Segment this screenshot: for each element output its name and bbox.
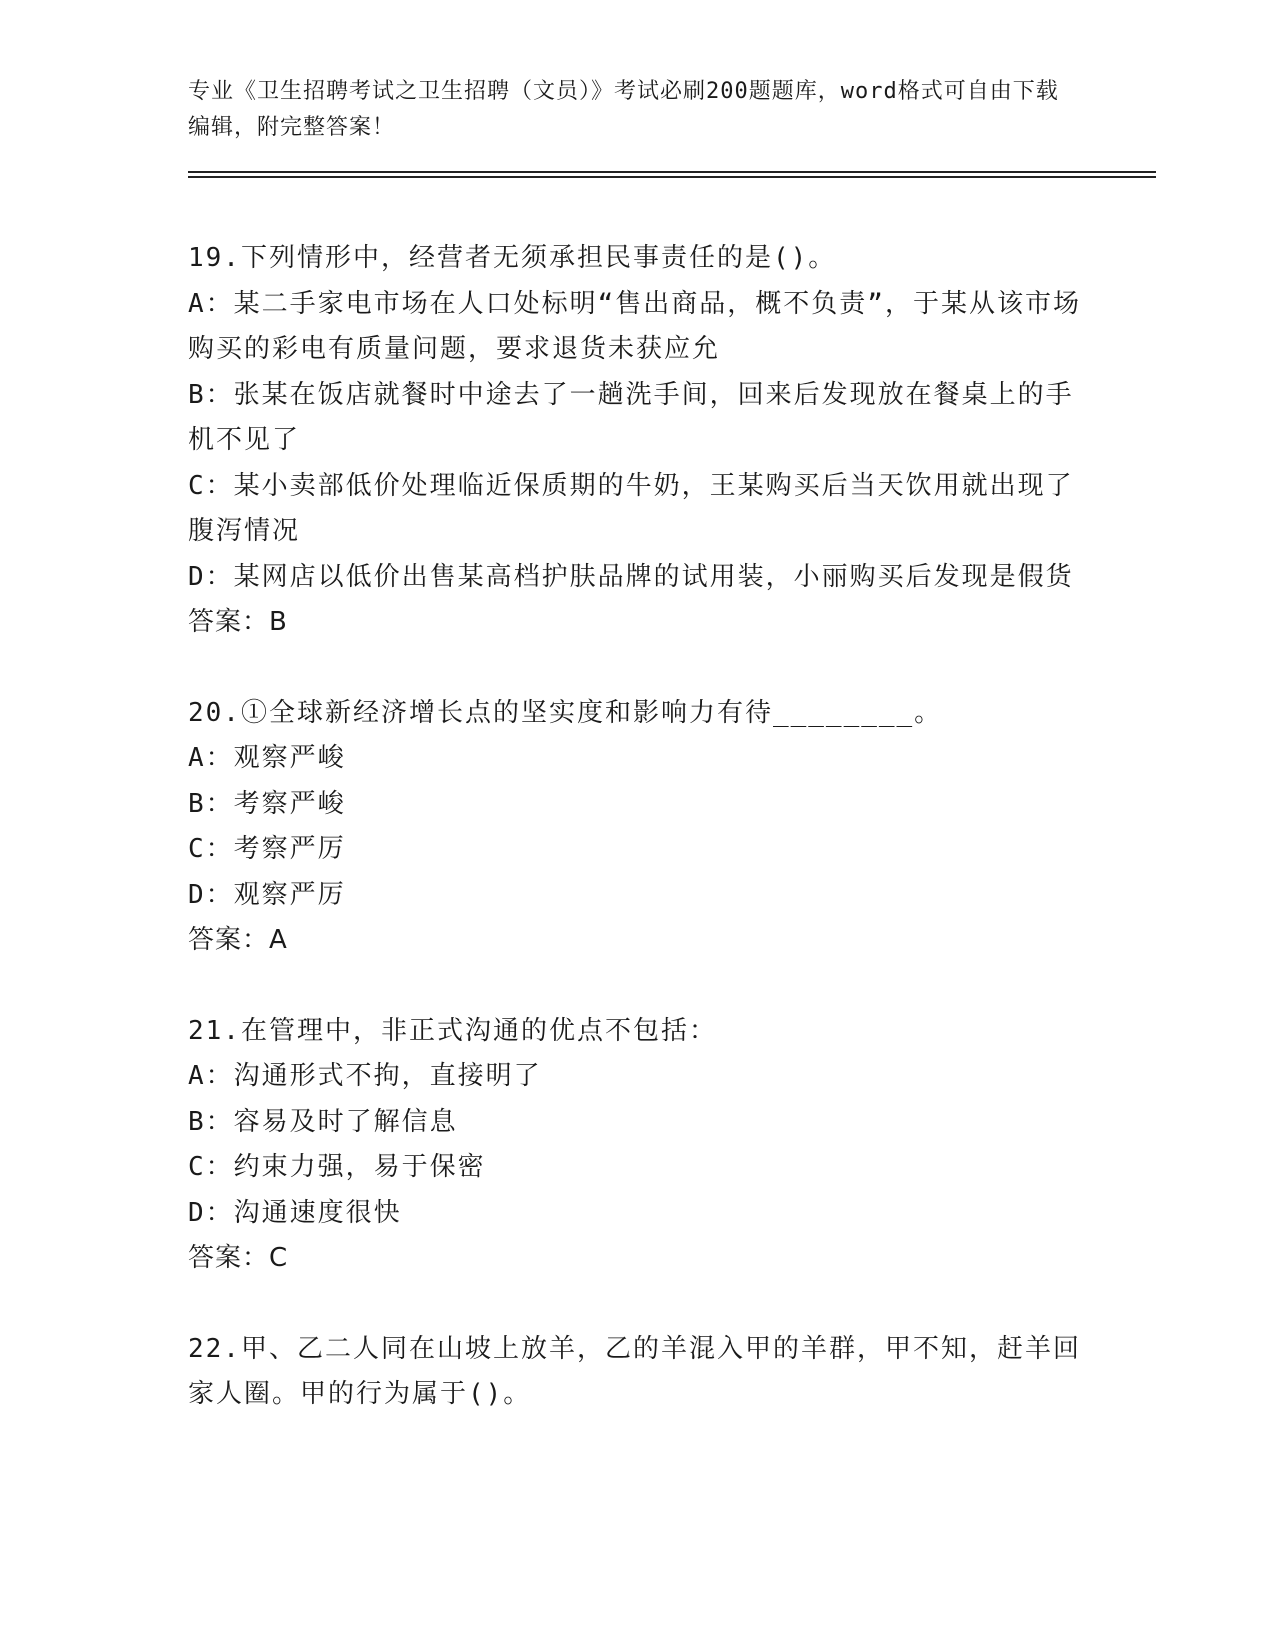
question-list [188, 236, 1088, 1463]
option-a: A：沟通形式不拘，直接明了 [188, 1061, 542, 1091]
option-d: D：某网店以低价出售某高档护肤品牌的试用装，小丽购买后发现是假货 [188, 561, 1074, 592]
option-d: D：沟通速度很快 [188, 1197, 402, 1228]
question-21 [188, 1009, 1088, 1282]
question-stem: 21.在管理中，非正式沟通的优点不包括： [188, 1015, 717, 1046]
option-c: C：某小卖部低价处理临近保质期的牛奶，王某购买后当天饮用就出现了腹泻情况 [188, 470, 1074, 546]
question-22 [188, 1327, 1088, 1418]
question-stem: 22.甲、乙二人同在山坡上放羊，乙的羊混入甲的羊群，甲不知，赶羊回家人圈。甲的行为属于()。 [188, 1333, 1081, 1409]
option-c: C：约束力强，易于保密 [188, 1152, 486, 1182]
option-b: B：张某在饭店就餐时中途去了一趟洗手间，回来后发现放在餐桌上的手机不见了 [188, 379, 1074, 455]
option-a: A：某二手家电市场在人口处标明“售出商品，概不负责”，于某从该市场购买的彩电有质量问题，要求退货未获应允 [188, 288, 1081, 364]
header-divider-top [188, 171, 1156, 173]
option-b: B：容易及时了解信息 [188, 1106, 458, 1137]
header-divider-bottom [188, 176, 1156, 178]
question-stem: 20.①全球新经济增长点的坚实度和影响力有待________。 [188, 697, 943, 728]
answer: 答案：B [188, 607, 288, 637]
answer: 答案：C [188, 1243, 289, 1273]
option-b: B：考察严峻 [188, 788, 346, 819]
option-d: D：观察严厉 [188, 879, 346, 910]
option-a: A：观察严峻 [188, 743, 346, 773]
question-19 [188, 236, 1088, 646]
option-c: C：考察严厉 [188, 834, 346, 864]
answer: 答案：A [188, 925, 288, 955]
document-header: 专业《卫生招聘考试之卫生招聘（文员）》考试必刷200题题库，word格式可自由下载编辑，附完整答案！ [188, 79, 1059, 140]
question-stem: 19.下列情形中，经营者无须承担民事责任的是()。 [188, 243, 837, 273]
question-20 [188, 691, 1088, 964]
